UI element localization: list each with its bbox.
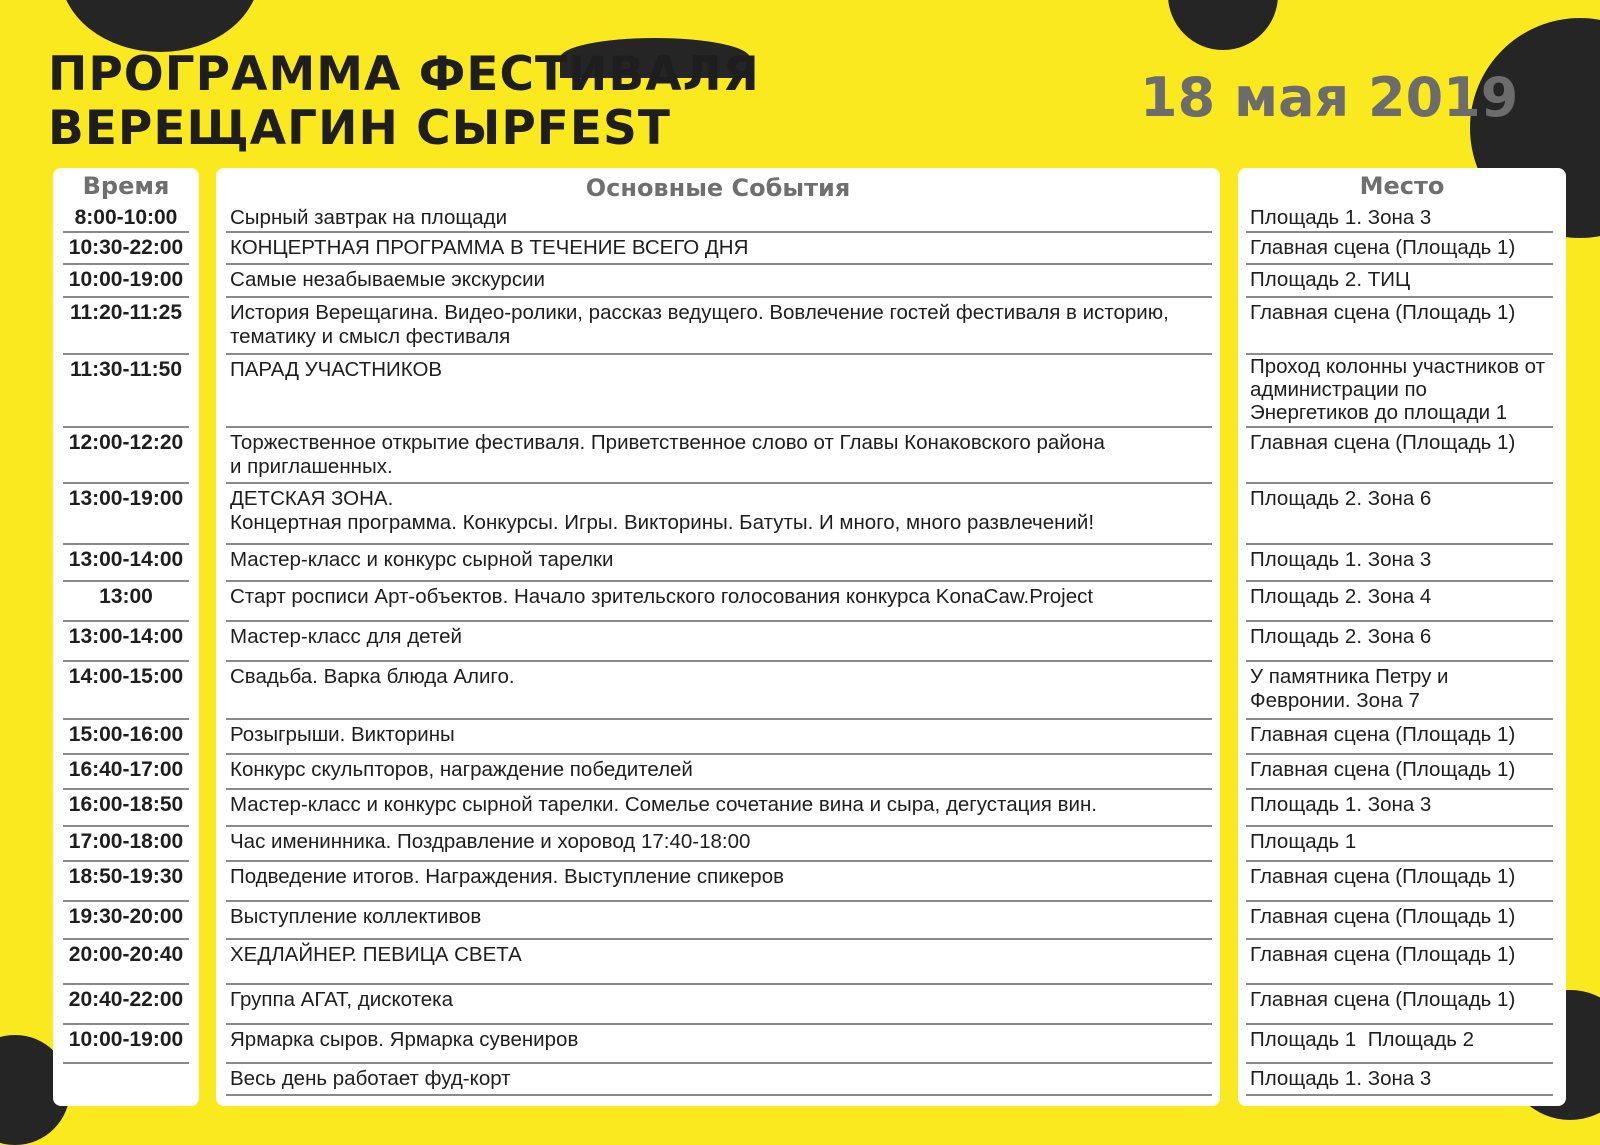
column-header-events: Основные События <box>585 174 851 202</box>
table-row <box>0 985 1600 1025</box>
time-cell: 20:00-20:40 <box>63 940 189 985</box>
time-cell: 10:00-19:00 <box>63 265 189 298</box>
time-cell: 16:40-17:00 <box>63 755 189 790</box>
table-row <box>0 1025 1600 1064</box>
event-cell: Самые незабываемые экскурсии <box>226 265 1212 298</box>
place-cell: Площадь 1. Зона 3 <box>1246 203 1553 233</box>
place-cell: Площадь 1 Площадь 2 <box>1246 1025 1553 1064</box>
time-cell: 20:40-22:00 <box>63 985 189 1025</box>
table-row <box>0 428 1600 484</box>
time-cell: 14:00-15:00 <box>63 662 189 720</box>
event-cell: ДЕТСКАЯ ЗОНА. Концертная программа. Конкурсы. Игры. Викторины. Батуты. И много, много развлечений! <box>226 484 1212 545</box>
column-header-time: Время <box>82 172 170 200</box>
event-cell: Старт росписи Арт-объектов. Начало зрительского голосования конкурса KonaCaw.Project <box>226 582 1212 622</box>
time-cell <box>63 1064 189 1096</box>
festival-date: 18 мая 2019 <box>1140 66 1519 129</box>
event-cell: Выступление коллективов <box>226 902 1212 940</box>
title-line-2: ВЕРЕЩАГИН СЫРFEST <box>48 101 671 156</box>
table-row <box>0 862 1600 902</box>
table-row <box>0 790 1600 827</box>
event-cell: Мастер-класс и конкурс сырной тарелки. Сомелье сочетание вина и сыра, дегустация вин. <box>226 790 1212 827</box>
table-row <box>0 755 1600 790</box>
table-row <box>0 484 1600 545</box>
time-cell: 13:00 <box>63 582 189 622</box>
table-row <box>0 298 1600 355</box>
table-row <box>0 827 1600 862</box>
column-header-place: Место <box>1359 172 1445 200</box>
title-line-1: ПРОГРАММА ФЕСТИВАЛЯ <box>48 47 760 102</box>
place-cell: Главная сцена (Площадь 1) <box>1246 720 1553 755</box>
event-cell: КОНЦЕРТНАЯ ПРОГРАММА В ТЕЧЕНИЕ ВСЕГО ДНЯ <box>226 233 1212 265</box>
time-cell: 10:00-19:00 <box>63 1025 189 1064</box>
event-cell: Мастер-класс для детей <box>226 622 1212 662</box>
place-cell: Главная сцена (Площадь 1) <box>1246 298 1553 355</box>
event-cell: Мастер-класс и конкурс сырной тарелки <box>226 545 1212 582</box>
place-cell: Площадь 1. Зона 3 <box>1246 790 1553 827</box>
time-cell: 11:20-11:25 <box>63 298 189 355</box>
event-cell: История Верещагина. Видео-ролики, рассказ ведущего. Вовлечение гостей фестиваля в историю, тематику и смысл фестиваля <box>226 298 1212 355</box>
event-cell: Группа АГАТ, дискотека <box>226 985 1212 1025</box>
table-row <box>0 662 1600 720</box>
event-cell: Час именинника. Поздравление и хоровод 17:40-18:00 <box>226 827 1212 862</box>
time-cell: 18:50-19:30 <box>63 862 189 902</box>
table-row <box>0 233 1600 265</box>
place-cell: Площадь 2. Зона 6 <box>1246 484 1553 545</box>
table-row <box>0 545 1600 582</box>
time-cell: 13:00-14:00 <box>63 622 189 662</box>
place-cell: Главная сцена (Площадь 1) <box>1246 428 1553 484</box>
time-cell: 13:00-19:00 <box>63 484 189 545</box>
place-cell: Площадь 2. ТИЦ <box>1246 265 1553 298</box>
table-row <box>0 720 1600 755</box>
event-cell: ПАРАД УЧАСТНИКОВ <box>226 355 1212 428</box>
event-cell: Свадьба. Варка блюда Алиго. <box>226 662 1212 720</box>
place-cell: Площадь 1. Зона 3 <box>1246 1064 1553 1096</box>
time-cell: 11:30-11:50 <box>63 355 189 428</box>
table-row <box>0 622 1600 662</box>
table-row <box>0 1064 1600 1096</box>
time-cell: 12:00-12:20 <box>63 428 189 484</box>
time-cell: 15:00-16:00 <box>63 720 189 755</box>
event-cell: Ярмарка сыров. Ярмарка сувениров <box>226 1025 1212 1064</box>
event-cell: Сырный завтрак на площади <box>226 203 1212 233</box>
place-cell: Главная сцена (Площадь 1) <box>1246 902 1553 940</box>
time-cell: 16:00-18:50 <box>63 790 189 827</box>
place-cell: У памятника Петру и Февронии. Зона 7 <box>1246 662 1553 720</box>
event-cell: Конкурс скульпторов, награждение победителей <box>226 755 1212 790</box>
table-row <box>0 902 1600 940</box>
event-cell: Весь день работает фуд-корт <box>226 1064 1212 1096</box>
place-cell: Главная сцена (Площадь 1) <box>1246 755 1553 790</box>
place-cell: Площадь 2. Зона 4 <box>1246 582 1553 622</box>
event-cell: Подведение итогов. Награждения. Выступление спикеров <box>226 862 1212 902</box>
table-row <box>0 355 1600 428</box>
event-cell: Розыгрыши. Викторины <box>226 720 1212 755</box>
event-cell: Торжественное открытие фестиваля. Приветственное слово от Главы Конаковского района и приглашенных. <box>226 428 1212 484</box>
table-row <box>0 203 1600 233</box>
event-cell: ХЕДЛАЙНЕР. ПЕВИЦА СВЕТА <box>226 940 1212 985</box>
time-cell: 8:00-10:00 <box>63 203 189 233</box>
table-row <box>0 940 1600 985</box>
place-cell: Главная сцена (Площадь 1) <box>1246 233 1553 265</box>
table-row <box>0 265 1600 298</box>
place-cell: Главная сцена (Площадь 1) <box>1246 940 1553 985</box>
place-cell: Главная сцена (Площадь 1) <box>1246 862 1553 902</box>
time-cell: 19:30-20:00 <box>63 902 189 940</box>
time-cell: 13:00-14:00 <box>63 545 189 582</box>
table-row <box>0 582 1600 622</box>
place-cell: Главная сцена (Площадь 1) <box>1246 985 1553 1025</box>
time-cell: 10:30-22:00 <box>63 233 189 265</box>
place-cell: Проход колонны участников от администрации по Энергетиков до площади 1 <box>1246 355 1553 428</box>
time-cell: 17:00-18:00 <box>63 827 189 862</box>
place-cell: Площадь 1. Зона 3 <box>1246 545 1553 582</box>
place-cell: Площадь 2. Зона 6 <box>1246 622 1553 662</box>
place-cell: Площадь 1 <box>1246 827 1553 862</box>
